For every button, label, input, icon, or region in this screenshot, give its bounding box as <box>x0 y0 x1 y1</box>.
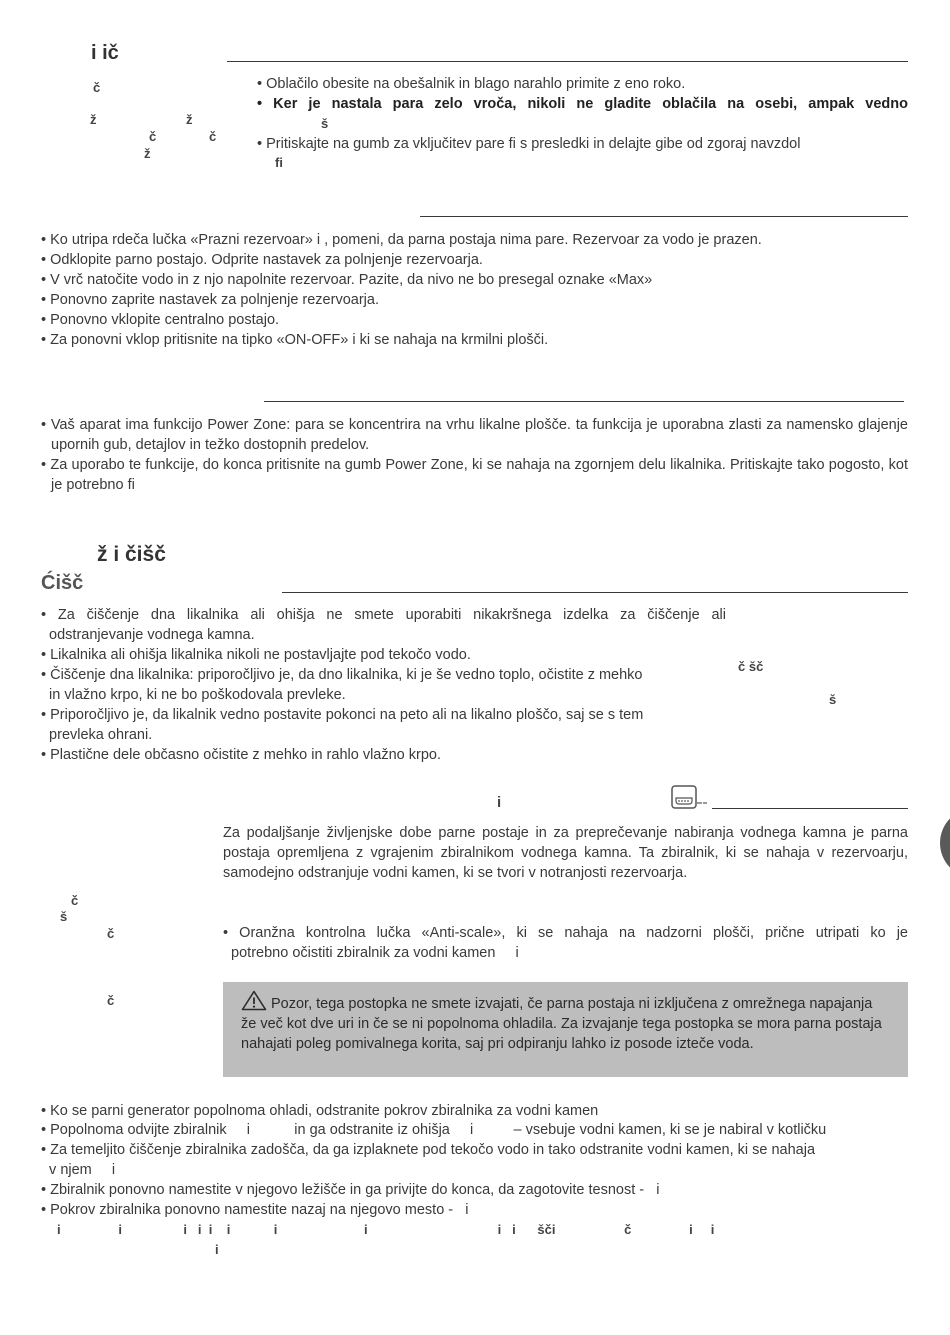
cleaning-line: • Plastične dele občasno očistite z mehko in rahlo vlažno krpo. <box>41 747 442 763</box>
side-fragment: ž <box>144 146 151 161</box>
section1-heading: i ič <box>91 42 119 64</box>
descaling-step: v njem i <box>41 1162 116 1178</box>
descaling-step: • Popolnoma odvijte zbiralnik i in ga odstranite iz ohišja i – vsebuje vodni kamen, ki se je nabiral v kotličku <box>41 1122 827 1138</box>
descaling-step: • Pokrov zbiralnika ponovno namestite nazaj na njegovo mesto - i <box>41 1202 469 1218</box>
refill-line: • Ponovno zaprite nastavek za polnjenje rezervoarja. <box>41 292 379 308</box>
fragment-line: i i i i i i i i i i šči č i i <box>57 1222 715 1237</box>
side-fragment: š <box>60 909 68 924</box>
descaling-step: • Za temeljito čiščenje zbiralnika zadošča, da ga izplaknete pod tekočo vodo in tako odstranite vodni kamen, ki se nahaja <box>41 1142 816 1158</box>
section1-heading-rule <box>227 61 908 62</box>
fragment-line: i <box>215 1242 219 1257</box>
anti-scale-indicator-icon <box>671 785 709 811</box>
warning-box <box>223 982 908 1077</box>
refill-line: • Za ponovni vklop pritisnite na tipko «ON-OFF» i ki se nahaja na krmilni plošči. <box>41 332 549 348</box>
refill-line: • Ponovno vklopite centralno postajo. <box>41 312 280 328</box>
refill-line: • Ko utripa rdeča lučka «Prazni rezervoar» i , pomeni, da parna postaja nima pare. Rezervoar za vodo je prazen. <box>41 232 762 248</box>
right-column-fragment: š <box>829 692 837 707</box>
refill-line: • V vrč natočite vodo in z njo napolnite rezervoar. Pazite, da nivo ne bo presegal oznake «Max» <box>41 272 653 288</box>
side-fragment: č <box>93 80 101 95</box>
descaling-step: • Zbiralnik ponovno namestite v njegovo ležišče in ga privijte do konca, da zagotovite tesnost - i <box>41 1182 660 1198</box>
cleaning-subheading: Ćišč <box>41 572 84 594</box>
right-column-fragment: č šč <box>738 659 764 674</box>
anti-scale-indicator-line: potrebno očistiti zbiralnik za vodni kamen i <box>223 945 519 961</box>
section5-heading-rule <box>712 808 908 809</box>
steam-button-bullet: • Pritiskajte na gumb za vključitev pare ﬁ s presledki in delajte gibe od zgoraj navzdol <box>257 136 801 152</box>
hanging-bullet: • Oblačilo obesite na obešalnik in blago narahlo primite z eno roko. <box>257 76 686 92</box>
steam-button-fragment: ﬁ <box>275 155 283 170</box>
cleaning-line: • Čiščenje dna likalnika: priporočljivo je, da dno likalnika, ki je še vedno toplo, očistite z mehko <box>41 667 643 683</box>
cleaning-line: in vlažno krpo, ki ne bo poškodovala prevleke. <box>41 687 346 703</box>
safety-bullet: • Ker je nastala para zelo vroča, nikoli ne gladite oblačila na osebi, ampak vedno <box>257 96 908 112</box>
section3-heading-rule <box>264 401 904 402</box>
cleaning-line: prevleka ohrani. <box>41 727 153 743</box>
side-fragment: č <box>209 129 217 144</box>
side-fragment: č <box>107 993 115 1008</box>
cleaning-line: • Za čiščenje dna likalnika ali ohišja ne smete uporabiti nikakršnega izdelka za čiščenje ali <box>41 607 726 623</box>
power-zone-description: • Vaš aparat ima funkcijo Power Zone: para se koncentrira na vrhu likalne plošče. ta funkcija je uporabna zlasti za namensko glajenje upornih gub, detajlov in težko dostopnih predelov. <box>41 417 908 453</box>
cleaning-line: • Likalnika ali ohišja likalnika nikoli ne postavljajte pod tekočo vodo. <box>41 647 471 663</box>
cleaning-line: • Priporočljivo je, da likalnik vedno postavite pokonci na peto ali na likalno ploščo, saj se s tem <box>41 707 644 723</box>
refill-line: • Odklopite parno postajo. Odprite nastavek za polnjenje rezervoarja. <box>41 252 483 268</box>
scale-collector-heading: i <box>497 794 502 811</box>
section4-heading-rule <box>282 592 908 593</box>
cleaning-line: odstranjevanje vodnega kamna. <box>41 627 255 643</box>
warning-text: Pozor, tega postopka ne smete izvajati, če parna postaja ni izključena z omrežnega napajanja že več kot dve uri in če se ni popolnoma ohladila. Za izvajanje tega postopka se mora parna postaja nahajati poleg pomivalnega korita, saj pri odpiranju lahko iz posode izteče voda. <box>241 996 882 1052</box>
section2-heading-rule <box>420 216 908 217</box>
scale-collector-intro: Za podaljšanje življenjske dobe parne postaje in za preprečevanje nabiranja vodnega kamna je parna postaja opremljena z vgrajenim zbiralnikom vodnega kamna. Ta zbiralnik, ki se nahaja v rezervoarju, samodejno odstranjuje vodni kamen, ki se tvori v notranjosti rezervoarja. <box>223 825 908 881</box>
side-fragment: č <box>149 129 157 144</box>
safety-bullet-fragment: š <box>321 116 329 131</box>
power-zone-usage: • Za uporabo te funkcije, do konca pritisnite na gumb Power Zone, ki se nahaja na zgornjem delu likalnika. Pritiskajte tako pogosto, kot je potrebno ﬁ <box>41 457 908 493</box>
maintenance-heading: ž i čišč <box>97 543 166 566</box>
warning-triangle-icon <box>241 990 267 1011</box>
anti-scale-indicator-line: • Oranžna kontrolna lučka «Anti-scale», ki se nahaja na nadzorni plošči, prične utripati ko je <box>223 925 908 941</box>
descaling-step: • Ko se parni generator popolnoma ohladi, odstranite pokrov zbiralnika za vodni kamen <box>41 1103 599 1119</box>
section-tab-marker <box>940 808 950 878</box>
side-fragment: č <box>107 926 115 941</box>
side-fragment: ž <box>90 112 97 127</box>
side-fragment: ž <box>186 112 193 127</box>
side-fragment: č <box>71 893 79 908</box>
